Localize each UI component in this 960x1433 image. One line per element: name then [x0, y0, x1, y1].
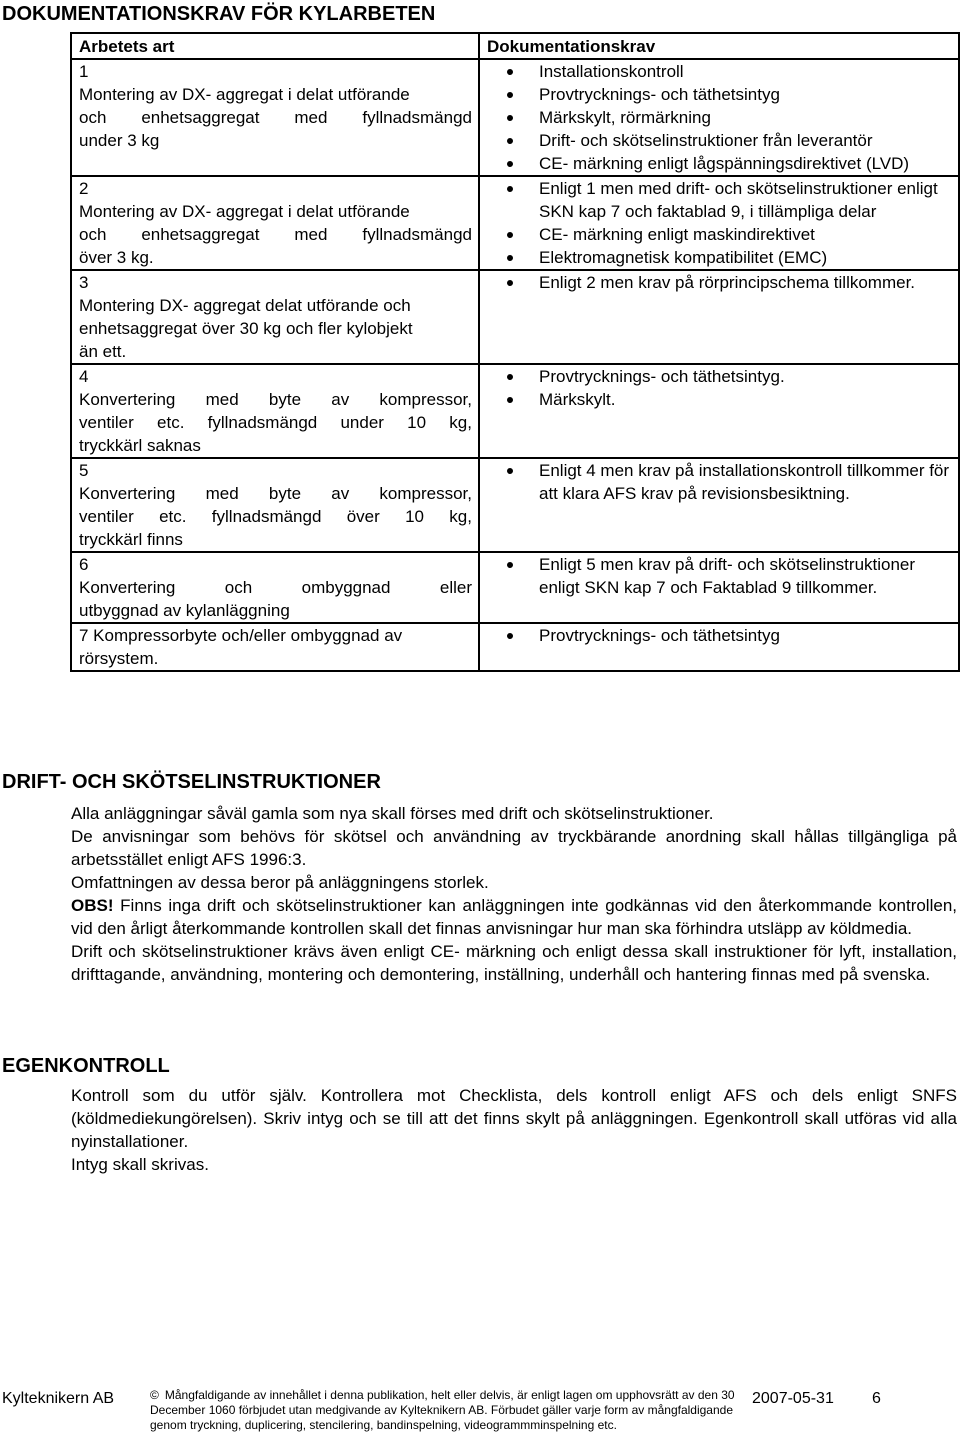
drift-paragraph-3: Omfattningen av dessa beror på anläggningens storlek. — [71, 873, 489, 892]
table-header-row — [71, 33, 959, 59]
footer-date: 2007-05-31 — [752, 1390, 834, 1407]
requirement-item: Drift- och skötselinstruktioner från leverantör — [507, 129, 952, 152]
requirement-list — [487, 459, 952, 505]
art-line: än ett. — [79, 342, 127, 361]
egenkontroll-paragraph-2: Intyg skall skrivas. — [71, 1155, 209, 1174]
requirement-item: CE- märkning enligt maskindirektivet — [507, 223, 952, 246]
column-header-arbetets-art: Arbetets art — [71, 33, 479, 59]
art-line: 7 Kompressorbyte och/eller ombyggnad av — [79, 626, 403, 645]
footer-copyright — [150, 1388, 748, 1433]
egenkontroll-heading: EGENKONTROLL — [2, 1055, 170, 1077]
art-line: under 3 kg — [79, 131, 160, 150]
drift-paragraph-4 — [71, 894, 957, 940]
table-body — [71, 59, 959, 671]
table-row — [71, 623, 959, 671]
arbetets-art-cell — [71, 458, 479, 552]
requirement-item: Provtrycknings- och täthetsintyg — [507, 624, 952, 647]
requirement-item: Enligt 4 men krav på installationskontroll tillkommer för att klara AFS krav på revisionsbesiktning. — [507, 459, 952, 505]
art-line: över 3 kg. — [79, 248, 154, 267]
art-line: tryckkärl finns — [79, 530, 183, 549]
drift-heading: DRIFT- OCH SKÖTSELINSTRUKTIONER — [2, 771, 381, 793]
art-line: och enhetsaggregat med fyllnadsmängd — [79, 108, 472, 127]
dokumentationskrav-cell — [479, 270, 959, 364]
requirement-item: Installationskontroll — [507, 60, 952, 83]
table-row — [71, 176, 959, 270]
arbetets-art-cell — [71, 552, 479, 623]
drift-section — [71, 802, 957, 986]
requirement-list — [487, 60, 952, 175]
copyright-icon: © — [150, 1388, 159, 1402]
art-line: ventiler etc. fyllnadsmängd över 10 kg, — [79, 507, 472, 526]
requirement-list — [487, 624, 952, 647]
art-line: 6 — [79, 555, 89, 574]
requirement-list — [487, 553, 952, 599]
drift-paragraph-1: Alla anläggningar såväl gamla som nya skall förses med drift och skötselinstruktioner. — [71, 804, 714, 823]
page-footer — [0, 1388, 960, 1432]
requirement-item: Provtrycknings- och täthetsintyg. — [507, 365, 952, 388]
requirement-item: Enligt 1 men med drift- och skötselinstruktioner enligt SKN kap 7 och faktablad 9, i tillämpliga delar — [507, 177, 952, 223]
art-line: 1 — [79, 62, 89, 81]
obs-text: Finns inga drift och skötselinstruktioner kan anläggningen inte godkännas vid den återkommande kontrollen, vid den årligt återkommande kontrollen skall det finnas anvisningar hur man ska förhindra utsläpp av köldmedia. — [71, 896, 957, 938]
art-line: 2 — [79, 179, 89, 198]
art-line: Konvertering och ombyggnad eller — [79, 578, 472, 597]
requirement-list — [487, 177, 952, 269]
footer-copyright-text: Mångfaldigande av innehållet i denna publikation, helt eller delvis, är enligt lagen om upphovsrätt av den 30 December 1060 förbjudet utan medgivande av Kylteknikern AB. Förbudet gäller varje form av mångfaldigande genom tryckning, duplicering, stencilering, bandinspelning, videogrammminspelning etc. — [150, 1388, 735, 1432]
art-line: 3 — [79, 273, 89, 292]
page-title: DOKUMENTATIONSKRAV FÖR KYLARBETEN — [2, 3, 436, 25]
requirement-item: Enligt 5 men krav på drift- och skötselinstruktioner enligt SKN kap 7 och Faktablad 9 tillkommer. — [507, 553, 952, 599]
art-line: rörsystem. — [79, 649, 159, 668]
arbetets-art-cell — [71, 59, 479, 176]
dokumentationskrav-cell — [479, 364, 959, 458]
requirement-item: Provtrycknings- och täthetsintyg — [507, 83, 952, 106]
art-line: Konvertering med byte av kompressor, — [79, 390, 472, 409]
art-line: 5 — [79, 461, 89, 480]
arbetets-art-cell — [71, 176, 479, 270]
table-row — [71, 458, 959, 552]
art-line: utbyggnad av kylanläggning — [79, 601, 290, 620]
art-line: Konvertering med byte av kompressor, — [79, 484, 472, 503]
requirement-item: Märkskylt. — [507, 388, 952, 411]
obs-label: OBS! — [71, 896, 114, 915]
dokumentationskrav-cell — [479, 623, 959, 671]
art-line: Montering av DX- aggregat i delat utförande — [79, 85, 410, 104]
documentation-requirements-table — [70, 32, 960, 672]
requirement-item: CE- märkning enligt lågspänningsdirektivet (LVD) — [507, 152, 952, 175]
requirement-item: Elektromagnetisk kompatibilitet (EMC) — [507, 246, 952, 269]
table-row — [71, 270, 959, 364]
requirement-item: Märkskylt, rörmärkning — [507, 106, 952, 129]
drift-paragraph-2: De anvisningar som behövs för skötsel och användning av tryckbärande anordning skall hållas tillgängliga på arbetsstället enligt AFS 1996:3. — [71, 827, 957, 869]
requirement-list — [487, 271, 952, 294]
dokumentationskrav-cell — [479, 176, 959, 270]
column-header-dokumentationskrav: Dokumentationskrav — [479, 33, 959, 59]
requirement-list — [487, 365, 952, 411]
table-row — [71, 364, 959, 458]
table-row — [71, 59, 959, 176]
art-line: enhetsaggregat över 30 kg och fler kylobjekt — [79, 319, 413, 338]
art-line: och enhetsaggregat med fyllnadsmängd — [79, 225, 472, 244]
dokumentationskrav-cell — [479, 59, 959, 176]
art-line: 4 — [79, 367, 89, 386]
requirement-item: Enligt 2 men krav på rörprincipschema tillkommer. — [507, 271, 952, 294]
arbetets-art-cell — [71, 364, 479, 458]
art-line: Montering DX- aggregat delat utförande och — [79, 296, 411, 315]
drift-paragraph-5: Drift och skötselinstruktioner krävs även enligt CE- märkning och enligt dessa skall instruktioner för lyft, installation, drifttagande, användning, montering och demontering, inställning, underhåll och hantering finnas med på svenska. — [71, 942, 957, 984]
dokumentationskrav-cell — [479, 458, 959, 552]
table-row — [71, 552, 959, 623]
art-line: ventiler etc. fyllnadsmängd under 10 kg, — [79, 413, 472, 432]
egenkontroll-paragraph-1: Kontroll som du utför själv. Kontrollera mot Checklista, dels kontroll enligt AFS och dels enligt SNFS (köldmediekungörelsen). Skriv intyg och se till att det finns skylt på anläggningen. Egenkontroll skall utföras vid alla nyinstallationer. — [71, 1086, 957, 1151]
art-line: Montering av DX- aggregat i delat utförande — [79, 202, 410, 221]
dokumentationskrav-cell — [479, 552, 959, 623]
footer-company: Kylteknikern AB — [2, 1390, 115, 1407]
arbetets-art-cell — [71, 623, 479, 671]
arbetets-art-cell — [71, 270, 479, 364]
egenkontroll-section — [71, 1084, 957, 1176]
page-number: 6 — [872, 1390, 881, 1407]
art-line: tryckkärl saknas — [79, 436, 201, 455]
